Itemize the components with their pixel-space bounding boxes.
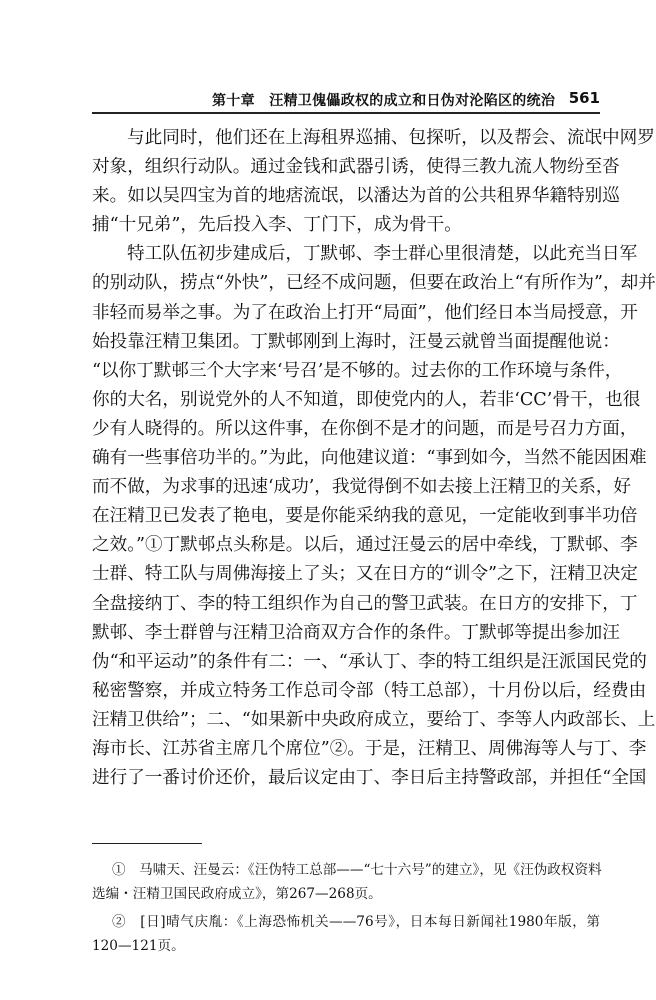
body-line: 的别动队，捞点“外快”，已经不成问题，但要在政治上“有所作为”，却并 bbox=[92, 273, 656, 294]
chapter-title: 第十章 汪精卫傀儡政权的成立和日伪对沦陷区的统治 bbox=[212, 93, 556, 109]
page-number: 561 bbox=[568, 89, 600, 107]
body-line: 与此同时，他们还在上海租界巡捕、包探听，以及帮会、流氓中网罗 bbox=[127, 128, 655, 148]
body-line: 非轻而易举之事。为了在政治上打开“局面”，他们经日本当局授意，开 bbox=[92, 302, 638, 323]
body-line: 确有一些事倍功半的。”为此，向他建议道：“事到如今，当然不能因困难 bbox=[92, 448, 647, 469]
running-header bbox=[92, 84, 600, 110]
body-line: 来。如以吴四宝为首的地痞流氓，以潘达为首的公共租界华籍特别巡 bbox=[92, 186, 620, 207]
body-line: 士群、特工队与周佛海接上了头；又在日方的“训令”之下，汪精卫决定 bbox=[92, 564, 638, 585]
body-line: 海市长、江苏省主席几个席位”②。于是，汪精卫、周佛海等人与丁、李 bbox=[92, 738, 647, 759]
body-line: 特工队伍初步建成后，丁默邨、李士群心里很清楚，以此充当日军 bbox=[127, 244, 638, 265]
body-line: 之效。”①丁默邨点头称是。以后，通过汪曼云的居中牵线，丁默邨、李 bbox=[92, 535, 638, 556]
body-line: 始投靠汪精卫集团。丁默邨刚到上海时，汪曼云就曾当面提醒他说： bbox=[92, 331, 620, 352]
body-line: 在汪精卫已发表了艳电，要是你能采纳我的意见，一定能收到事半功倍 bbox=[92, 506, 638, 527]
body-text bbox=[92, 124, 656, 793]
footnotes bbox=[92, 858, 600, 958]
body-line: 对象，组织行动队。通过金钱和武器引诱，使得三教九流人物纷至沓 bbox=[92, 157, 620, 178]
body-line: 捕“十兄弟”，先后投入李、丁门下，成为骨干。 bbox=[92, 215, 462, 236]
body-line: 你的大名，别说党外的人不知道，即使党内的人，若非‘CC’骨干，也很 bbox=[92, 389, 641, 410]
footnote-line: ② [日]晴气庆胤：《上海恐怖机关——76号》，日本每日新闻社1980年版，第 bbox=[112, 914, 600, 930]
body-line: 少有人晓得的。所以这件事，在你倒不是才的问题，而是号召力方面， bbox=[92, 418, 638, 439]
header-rule bbox=[92, 112, 600, 114]
body-line: “以你丁默邨三个大字来‘号召’是不够的。过去你的工作环境与条件， bbox=[92, 360, 623, 381]
body-line: 默邨、李士群曾与汪精卫洽商双方合作的条件。丁默邨等提出参加汪 bbox=[92, 622, 620, 643]
footnote-line: 选编・汪精卫国民政府成立》，第267—268页。 bbox=[92, 886, 382, 902]
body-line: 全盘接纳丁、李的特工组织作为自己的警卫武装。在日方的安排下，丁 bbox=[92, 593, 638, 614]
body-line: 秘密警察，并成立特务工作总司令部（特工总部），十月份以后，经费由 bbox=[92, 680, 647, 701]
body-line: 伪“和平运动”的条件有二：一、“承认丁、李的特工组织是汪派国民党的 bbox=[92, 651, 647, 672]
body-line: 进行了一番讨价还价，最后议定由丁、李日后主持警政部，并担任“全国 bbox=[92, 768, 647, 789]
body-line: 汪精卫供给”；二、“如果新中央政府成立，要给丁、李等人内政部长、上 bbox=[92, 709, 656, 730]
footnote-line: 120—121页。 bbox=[92, 938, 185, 954]
footnote-line: ① 马啸天、汪曼云：《汪伪特工总部——“七十六号”的建立》，见《汪伪政权资料 bbox=[112, 862, 602, 878]
body-line: 而不做，为求事的迅速‘成功’，我觉得倒不如去接上汪精卫的关系，好 bbox=[92, 477, 632, 498]
footnote-rule bbox=[92, 843, 202, 844]
